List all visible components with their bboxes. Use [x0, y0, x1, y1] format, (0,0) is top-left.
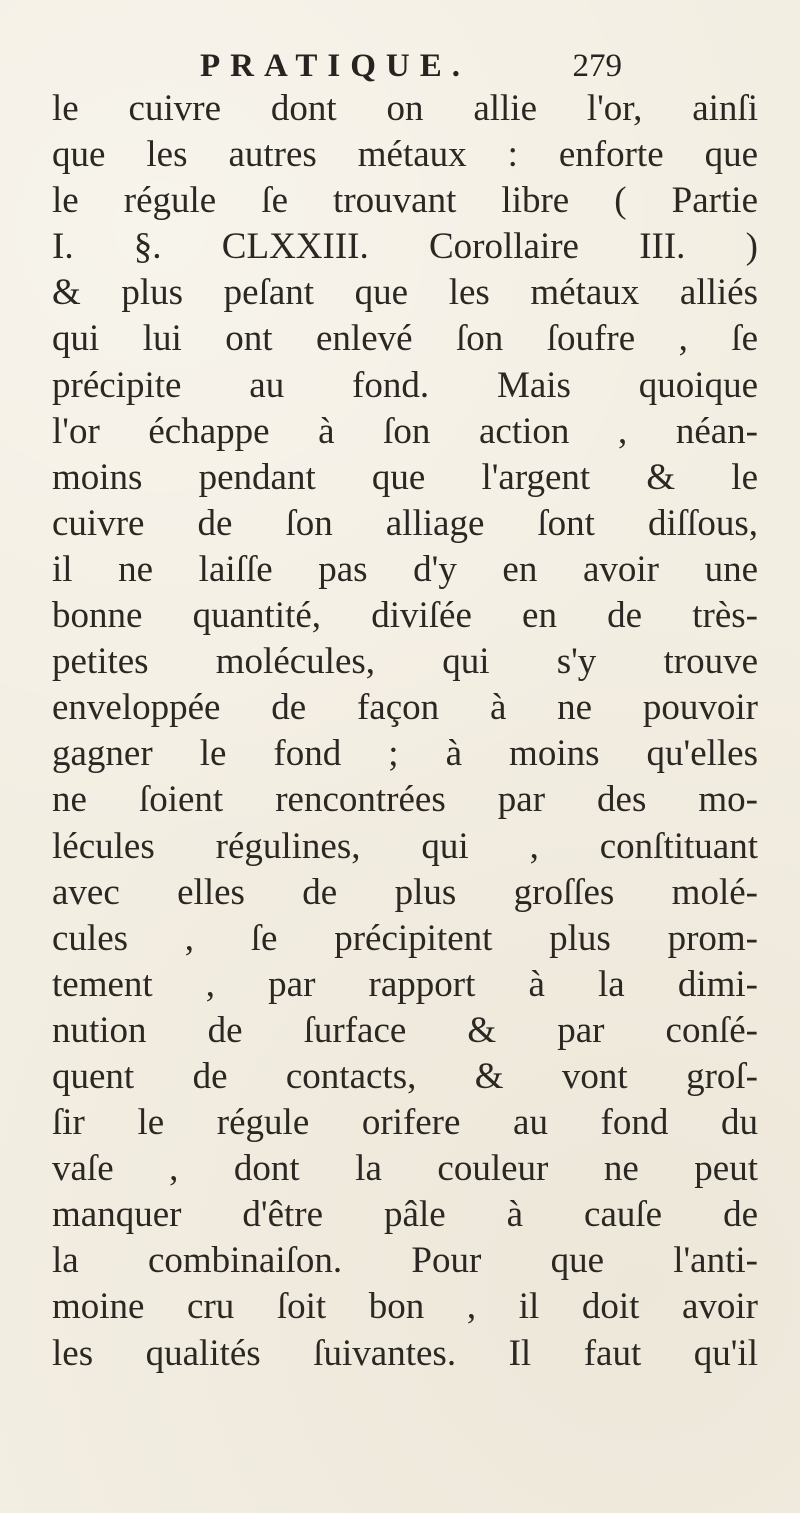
text-line: cuivre de ſon alliage ſont diſſous, — [52, 502, 758, 544]
running-title: PRATIQUE. — [200, 48, 470, 84]
text-line: manquer d'être pâle à cauſe de — [52, 1194, 758, 1236]
text-line: il ne laiſſe pas d'y en avoir une — [52, 548, 758, 590]
text-line: ſir le régule orifere au fond du — [52, 1102, 758, 1144]
text-line: gagner le fond ; à moins qu'elles — [52, 733, 758, 775]
text-line: ne ſoient rencontrées par des mo- — [52, 779, 758, 821]
text-line: le régule ſe trouvant libre ( Partie — [52, 180, 758, 222]
text-line: cules , ſe précipitent plus prom- — [52, 917, 758, 959]
text-line: & plus peſant que les métaux alliés — [52, 272, 758, 314]
body-text — [52, 86, 758, 1377]
text-line: la combinaiſon. Pour que l'anti- — [52, 1240, 758, 1282]
text-line: avec elles de plus groſſes molé- — [52, 871, 758, 913]
page-number: 279 — [572, 48, 622, 84]
text-line: qui lui ont enlevé ſon ſoufre , ſe — [52, 318, 758, 360]
text-line: enveloppée de façon à ne pouvoir — [52, 687, 758, 729]
running-head — [200, 44, 640, 88]
text-line: l'or échappe à ſon action , néan- — [52, 410, 758, 452]
text-line: nution de ſurface & par conſé- — [52, 1009, 758, 1051]
text-line: vaſe , dont la couleur ne peut — [52, 1148, 758, 1190]
text-line: petites molécules, qui s'y trouve — [52, 641, 758, 683]
text-line: I. §. CLXXIII. Corollaire III. ) — [52, 226, 758, 268]
text-line: moins pendant que l'argent & le — [52, 456, 758, 498]
text-line: les qualités ſuivantes. Il faut qu'il — [52, 1332, 758, 1374]
text-line: le cuivre dont on allie l'or, ainſi — [52, 88, 758, 129]
text-line: bonne quantité, diviſée en de très- — [52, 595, 758, 637]
text-line: lécules régulines, qui , conſtituant — [52, 825, 758, 867]
text-line: tement , par rapport à la dimi- — [52, 963, 758, 1005]
text-line: quent de contacts, & vont groſ- — [52, 1055, 758, 1097]
text-line: précipite au fond. Mais quoique — [52, 364, 758, 406]
text-line: moine cru ſoit bon , il doit avoir — [52, 1286, 758, 1328]
text-line: que les autres métaux : enforte que — [52, 134, 758, 176]
